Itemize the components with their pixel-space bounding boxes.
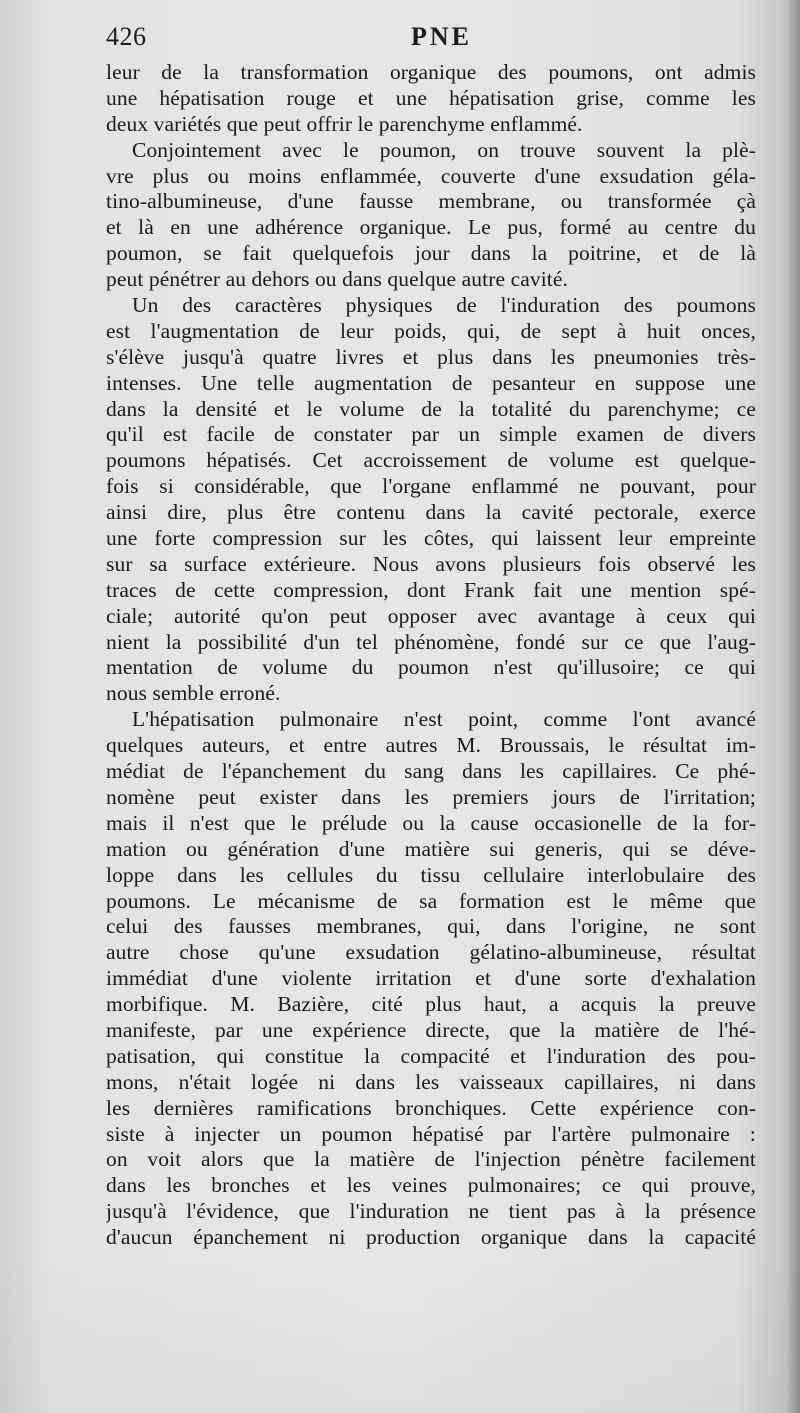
- text-line: loppe dans les cellules du tissu cellulaire interlobulaire des: [106, 862, 756, 887]
- text-line: ainsi dire, plus être contenu dans la cavité pectorale, exerce: [106, 500, 756, 525]
- text-line: leur de la transformation organique des poumons, ont admis: [106, 60, 756, 84]
- text-line: morbifique. M. Bazière, cité plus haut, a acquis la preuve: [106, 992, 756, 1017]
- text-line: nous semble erroné.: [106, 681, 281, 706]
- text-line: manifeste, par une expérience directe, que la matière de l'hé-: [106, 1017, 756, 1042]
- text-line: est l'augmentation de leur poids, qui, de sept à huit onces,: [106, 318, 756, 343]
- text-line: d'aucun épanchement ni production organique dans la capacité: [106, 1225, 756, 1250]
- text-line: dans les bronches et les veines pulmonaires; ce qui prouve,: [106, 1173, 756, 1198]
- text-line: poumon, se fait quelquefois jour dans la poitrine, et de là: [106, 241, 756, 266]
- page-header: [106, 22, 756, 58]
- text-line: les dernières ramifications bronchiques. Cette expérience con-: [106, 1095, 756, 1120]
- text-line: vre plus ou moins enflammée, couverte d'une exsudation géla-: [106, 163, 756, 188]
- text-line: mons, n'était logée ni dans les vaisseaux capillaires, ni dans: [106, 1069, 756, 1094]
- text-line: jusqu'à l'évidence, que l'induration ne tient pas à la présence: [106, 1199, 756, 1224]
- text-line: une forte compression sur les côtes, qui laissent leur empreinte: [106, 526, 756, 551]
- text-line: poumons hépatisés. Cet accroissement de volume est quelque-: [106, 448, 756, 473]
- text-line: ciale; autorité qu'on peut opposer avec avantage à ceux qui: [106, 603, 756, 628]
- text-line: autre chose qu'une exsudation gélatino-albumineuse, résultat: [106, 940, 756, 965]
- text-line: médiat de l'épanchement du sang dans les capillaires. Ce phé-: [106, 759, 756, 784]
- text-line: L'hépatisation pulmonaire n'est point, comme l'ont avancé: [132, 707, 756, 732]
- text-line: s'élève jusqu'à quatre livres et plus dans les pneumonies très-: [106, 344, 756, 369]
- text-line: patisation, qui constitue la compacité et l'induration des pou-: [106, 1043, 756, 1068]
- text-line: nomène peut exister dans les premiers jours de l'irritation;: [106, 784, 756, 809]
- text-line: qu'il est facile de constater par un simple examen de divers: [106, 422, 756, 447]
- body-text: [106, 60, 756, 1251]
- text-line: Conjointement avec le poumon, on trouve souvent la plè-: [132, 137, 756, 162]
- text-line: mation ou génération d'une matière sui generis, qui se déve-: [106, 836, 756, 861]
- text-line: tino-albumineuse, d'une fausse membrane, ou transformée çà: [106, 189, 756, 214]
- text-line: mentation de volume du poumon n'est qu'illusoire; ce qui: [106, 655, 756, 680]
- text-line: et là en une adhérence organique. Le pus, formé au centre du: [106, 215, 756, 240]
- text-line: deux variétés que peut offrir le parenchyme enflammé.: [106, 111, 583, 136]
- text-line: une hépatisation rouge et une hépatisation grise, comme les: [106, 85, 756, 110]
- text-line: mais il n'est que le prélude ou la cause occasionelle de la for-: [106, 810, 756, 835]
- text-line: fois si considérable, que l'organe enflammé ne pouvant, pour: [106, 474, 756, 499]
- page-bottom-shading: [0, 1253, 800, 1413]
- text-line: poumons. Le mécanisme de sa formation est le même que: [106, 888, 756, 913]
- text-line: sur sa surface extérieure. Nous avons plusieurs fois observé les: [106, 551, 756, 576]
- text-line: on voit alors que la matière de l'injection pénètre facilement: [106, 1147, 756, 1172]
- page-number: 426: [106, 22, 147, 51]
- text-line: immédiat d'une violente irritation et d'une sorte d'exhalation: [106, 966, 756, 991]
- text-line: traces de cette compression, dont Frank fait une mention spé-: [106, 577, 756, 602]
- running-head: PNE: [411, 22, 472, 51]
- text-line: peut pénétrer au dehors ou dans quelque autre cavité.: [106, 267, 568, 292]
- text-line: intenses. Une telle augmentation de pesanteur en suppose une: [106, 370, 756, 395]
- text-line: siste à injecter un poumon hépatisé par l'artère pulmonaire :: [106, 1121, 756, 1146]
- text-line: quelques auteurs, et entre autres M. Broussais, le résultat im-: [106, 733, 756, 758]
- text-line: dans la densité et le volume de la totalité du parenchyme; ce: [106, 396, 756, 421]
- page-edge-shadow: [786, 0, 800, 1413]
- text-line: Un des caractères physiques de l'induration des poumons: [132, 293, 756, 318]
- text-line: celui des fausses membranes, qui, dans l'origine, ne sont: [106, 914, 756, 939]
- text-line: nient la possibilité d'un tel phénomène, fondé sur ce que l'aug-: [106, 629, 756, 654]
